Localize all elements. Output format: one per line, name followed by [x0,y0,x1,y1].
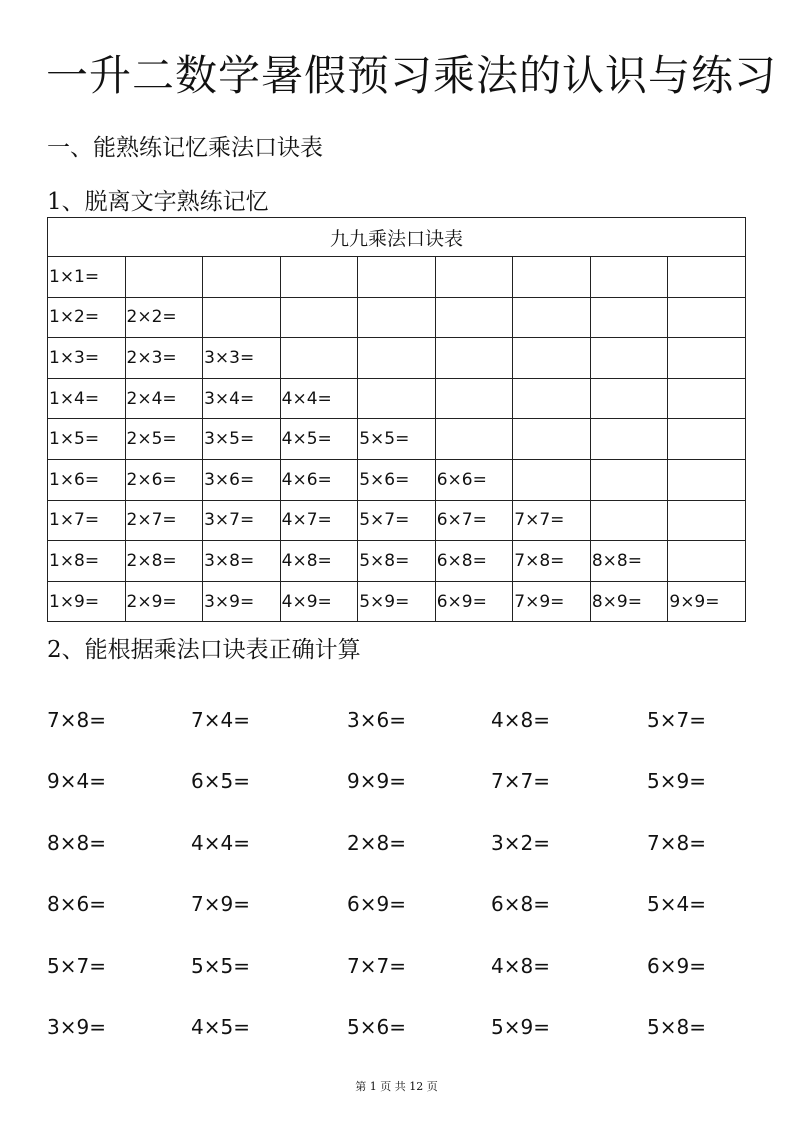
practice-row [47,751,747,812]
table-row [48,541,746,582]
table-row [48,419,746,460]
table-cell [668,459,746,500]
table-cell [590,378,668,419]
table-cell: 4×7= [280,500,358,541]
table-cell: 2×8= [125,541,203,582]
part2-heading: 2、能根据乘法口诀表正确计算 [47,637,361,663]
table-cell: 1×9= [48,581,126,622]
table-cell [203,257,281,298]
table-cell: 7×9= [513,581,591,622]
table-cell [358,297,436,338]
table-cell [590,500,668,541]
table-cell: 3×3= [203,338,281,379]
table-cell: 4×9= [280,581,358,622]
table-cell: 4×5= [280,419,358,460]
table-cell: 2×3= [125,338,203,379]
practice-item: 9×9= [347,769,406,794]
table-cell [435,378,513,419]
table-cell [513,257,591,298]
practice-row [47,874,747,935]
table-cell: 2×7= [125,500,203,541]
table-cell: 7×8= [513,541,591,582]
practice-item: 9×4= [47,769,106,794]
table-cell: 1×8= [48,541,126,582]
table-cell [513,459,591,500]
practice-item: 7×8= [647,830,706,855]
table-cell [668,257,746,298]
practice-item: 8×6= [47,892,106,917]
practice-item: 5×9= [647,769,706,794]
table-cell: 3×6= [203,459,281,500]
practice-item: 6×9= [647,953,706,978]
table-cell: 1×1= [48,257,126,298]
table-cell [435,419,513,460]
practice-grid [47,690,747,1058]
table-cell [358,338,436,379]
table-cell [513,378,591,419]
practice-item: 8×8= [47,830,106,855]
table-cell [125,257,203,298]
table-cell [513,297,591,338]
table-cell: 6×7= [435,500,513,541]
practice-row [47,997,747,1058]
practice-item: 4×4= [191,830,250,855]
practice-row [47,936,747,997]
table-cell: 4×4= [280,378,358,419]
table-cell [203,297,281,338]
table-cell [668,378,746,419]
practice-item: 7×8= [47,708,106,732]
practice-row [47,690,747,751]
practice-item: 5×8= [647,1014,706,1039]
table-row [48,297,746,338]
table-cell [668,500,746,541]
table-cell: 5×7= [358,500,436,541]
multiplication-table [47,217,746,622]
table-cell: 1×3= [48,338,126,379]
part1-heading: 1、脱离文字熟练记忆 [47,189,269,215]
table-cell [435,338,513,379]
practice-item: 2×8= [347,830,406,855]
table-row [48,500,746,541]
table-cell: 9×9= [668,581,746,622]
practice-item: 5×6= [347,1014,406,1039]
practice-item: 5×7= [47,953,106,978]
table-row [48,338,746,379]
table-cell [358,378,436,419]
table-cell: 5×6= [358,459,436,500]
practice-item: 3×9= [47,1014,106,1039]
table-row [48,378,746,419]
table-cell [590,297,668,338]
practice-row [47,813,747,874]
table-cell [435,297,513,338]
table-cell: 1×5= [48,419,126,460]
table-cell: 3×7= [203,500,281,541]
table-cell [280,297,358,338]
practice-item: 6×9= [347,892,406,917]
table-cell [280,338,358,379]
table-cell: 5×8= [358,541,436,582]
table-cell: 7×7= [513,500,591,541]
table-cell [590,338,668,379]
table-cell [590,459,668,500]
practice-item: 6×5= [191,769,250,794]
table-cell [280,257,358,298]
page-footer: 第 1 页 共 12 页 [355,1080,438,1093]
table-caption-row [48,218,746,257]
practice-item: 5×4= [647,892,706,917]
table-cell: 3×4= [203,378,281,419]
table-cell: 8×9= [590,581,668,622]
practice-item: 7×7= [347,953,406,978]
practice-item: 4×8= [491,953,550,978]
practice-item: 7×9= [191,892,250,917]
practice-item: 7×7= [491,769,550,794]
section-heading: 一、能熟练记忆乘法口诀表 [47,135,323,161]
table-cell [668,541,746,582]
page-title: 一升二数学暑假预习乘法的认识与练习 [46,51,778,100]
table-cell [668,419,746,460]
table-cell: 5×5= [358,419,436,460]
table-cell [590,419,668,460]
table-row [48,581,746,622]
table-cell: 1×6= [48,459,126,500]
table-row [48,459,746,500]
practice-item: 6×8= [491,892,550,917]
table-cell: 3×5= [203,419,281,460]
table-caption: 九九乘法口诀表 [48,218,746,257]
table-cell: 2×9= [125,581,203,622]
table-cell: 2×4= [125,378,203,419]
table-cell [668,338,746,379]
practice-item: 5×9= [491,1014,550,1039]
table-cell: 6×9= [435,581,513,622]
table-cell: 5×9= [358,581,436,622]
table-cell: 2×5= [125,419,203,460]
table-cell [435,257,513,298]
table-cell [358,257,436,298]
table-cell: 3×9= [203,581,281,622]
table-cell [590,257,668,298]
table-cell [513,338,591,379]
practice-item: 4×5= [191,1014,250,1039]
table-cell: 1×7= [48,500,126,541]
table-cell [668,297,746,338]
practice-item: 5×5= [191,953,250,978]
table-cell: 2×6= [125,459,203,500]
table-cell: 6×8= [435,541,513,582]
practice-item: 3×6= [347,708,406,732]
practice-item: 3×2= [491,830,550,855]
table-cell: 6×6= [435,459,513,500]
practice-item: 5×7= [647,708,706,732]
table-cell: 1×2= [48,297,126,338]
table-cell: 8×8= [590,541,668,582]
practice-item: 4×8= [491,708,550,732]
practice-item: 7×4= [191,708,250,732]
table-cell: 4×6= [280,459,358,500]
table-cell [513,419,591,460]
table-cell: 4×8= [280,541,358,582]
table-row [48,257,746,298]
table-cell: 2×2= [125,297,203,338]
table-cell: 3×8= [203,541,281,582]
table-cell: 1×4= [48,378,126,419]
